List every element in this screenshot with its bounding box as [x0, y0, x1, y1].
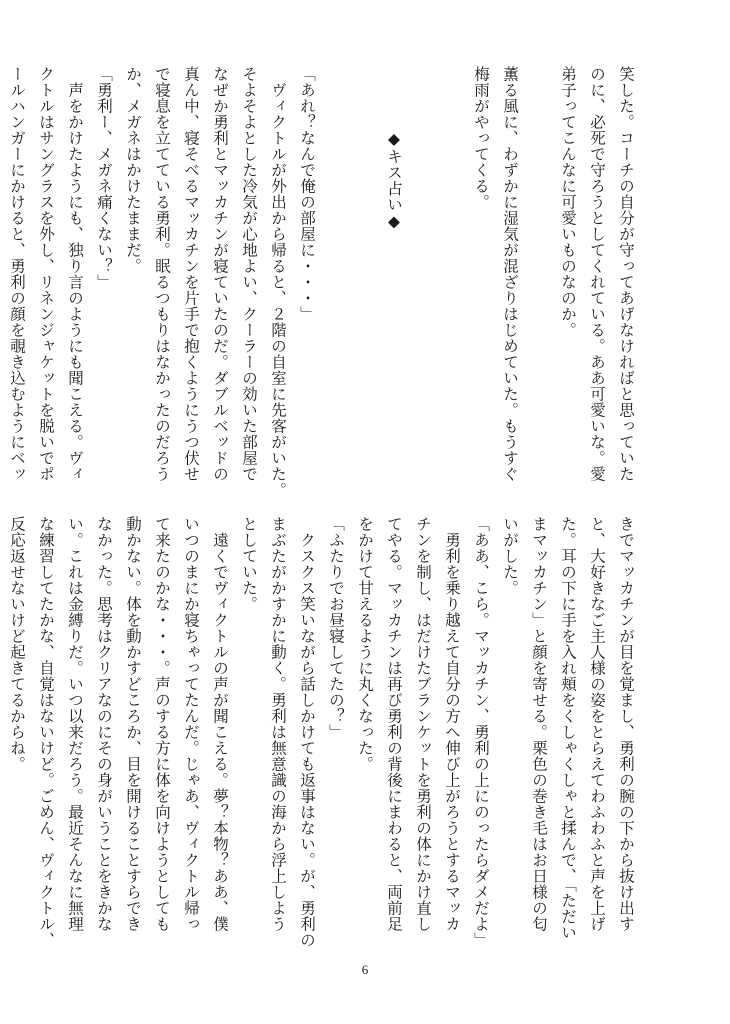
text-column: 勇利を乗り越えて自分の方へ伸び上がろうとするマッカ [443, 516, 461, 932]
text-column: で寝息を立てている勇利。眠るつもりはなかったのだろう [153, 66, 171, 482]
text-column: クスクス笑いながら話しかけても返事はない。が、勇利の [298, 516, 316, 948]
text-column: そよそよとした冷気が心地よい、クーラーの効いた部屋で [240, 66, 258, 482]
text-column [408, 66, 437, 506]
text-column: 遠くでヴィクトルの声が聞こえる。夢？本物？ああ、僕 [211, 516, 229, 932]
text-column: をかけて甘えるように丸くなった。 [356, 516, 374, 772]
text-column: 梅雨がやってくる。 [472, 66, 490, 210]
text-column [0, 516, 2, 936]
text-column: なぜか勇利とマッカチンが寝ていたのだ。ダブルベッドの [211, 66, 229, 482]
text-column: きでマッカチンが目を覚まし、勇利の腕の下から抜け出す [617, 516, 635, 932]
text-column: な練習してたかな、自覚はないけど。ごめん、ヴィクトル、 [37, 516, 55, 948]
text-column: 反応返せないけど起きてるからね。 [8, 516, 26, 772]
text-column [437, 66, 466, 506]
text-column: てやる。マッカチンは再び勇利の背後にまわると、両前足 [385, 516, 403, 932]
text-column: 弟子ってこんなに可愛いものなのか。 [559, 66, 577, 338]
text-column: 真ん中、寝そべるマッカチンを片手で抱くようにうつ伏せ [182, 66, 200, 482]
text-column [350, 66, 379, 506]
text-column: チンを制し、はだけたブランケットを勇利の体にかけ直し [414, 516, 432, 932]
text-column: いつのまにか寝ちゃってたんだ。じゃあ、ヴィクトル帰っ [182, 516, 200, 932]
text-column: 「あれ？なんで俺の部屋に・・・」 [298, 66, 316, 322]
text-column: いがした。 [501, 516, 519, 596]
text-column: ールハンガーにかけると、勇利の顔を覗き込むようにベッ [8, 66, 26, 482]
text-column: ヴィクトルが外出から帰ると、２階の自室に先客がいた。 [269, 66, 287, 498]
text-column: まマッカチン」と顔を寄せる。栗色の巻き毛はお日様の匂 [530, 516, 548, 932]
text-column: ◆キス占い◆ [385, 66, 403, 231]
text-column [0, 66, 2, 506]
text-column: としていた。 [240, 516, 258, 612]
text-column: い。これは金縛りだ。いつ以来だろう。最近そんなに無理 [66, 516, 84, 932]
text-column: のに、必死で守ろうとしてくれている。ああ可愛いな。愛 [588, 66, 606, 482]
text-column: 「勇利ー、メガネ痛くない？」 [95, 66, 113, 290]
text-column [321, 66, 350, 506]
text-column: なかった。思考はクリアなのにその身がいうことをきかな [95, 516, 113, 932]
text-column: まぶたがかすかに動く。勇利は無意識の海から浮上しよう [269, 516, 287, 932]
text-column: クトルはサングラスを外し、リネンジャケットを脱いでポ [37, 66, 55, 482]
text-column: 薫る風に、わずかに湿気が混ざりはじめていた。もうすぐ [501, 66, 519, 482]
text-column: た。耳の下に手を入れ頬をくしゃくしゃと揉んで、「ただい [559, 516, 577, 941]
text-column: て来たのかな・・・。声のする方に体を向けようとしても [153, 516, 171, 932]
text-column: か、メガネはかけたままだ。 [124, 66, 142, 274]
text-column: 「ああ、こら。マッカチン、勇利の上にのったらダメだよ」 [472, 516, 490, 948]
page-number: 6 [361, 962, 369, 977]
text-column: 「ふたりでお昼寝してたの？」 [327, 516, 345, 740]
text-column: と、大好きなご主人様の姿をとらえてわふわふと声を上げ [588, 516, 606, 932]
text-column: 笑した。コーチの自分が守ってあげなければと思っていた [617, 66, 635, 482]
text-column: 動かない。体を動かすどころか、目を開けることすらでき [124, 516, 142, 932]
text-column: 声をかけたようにも、独り言のようにも聞こえる。ヴィ [66, 66, 84, 482]
lower-text-block [8, 516, 640, 948]
text-column [524, 66, 553, 506]
upper-text-block [8, 66, 640, 506]
